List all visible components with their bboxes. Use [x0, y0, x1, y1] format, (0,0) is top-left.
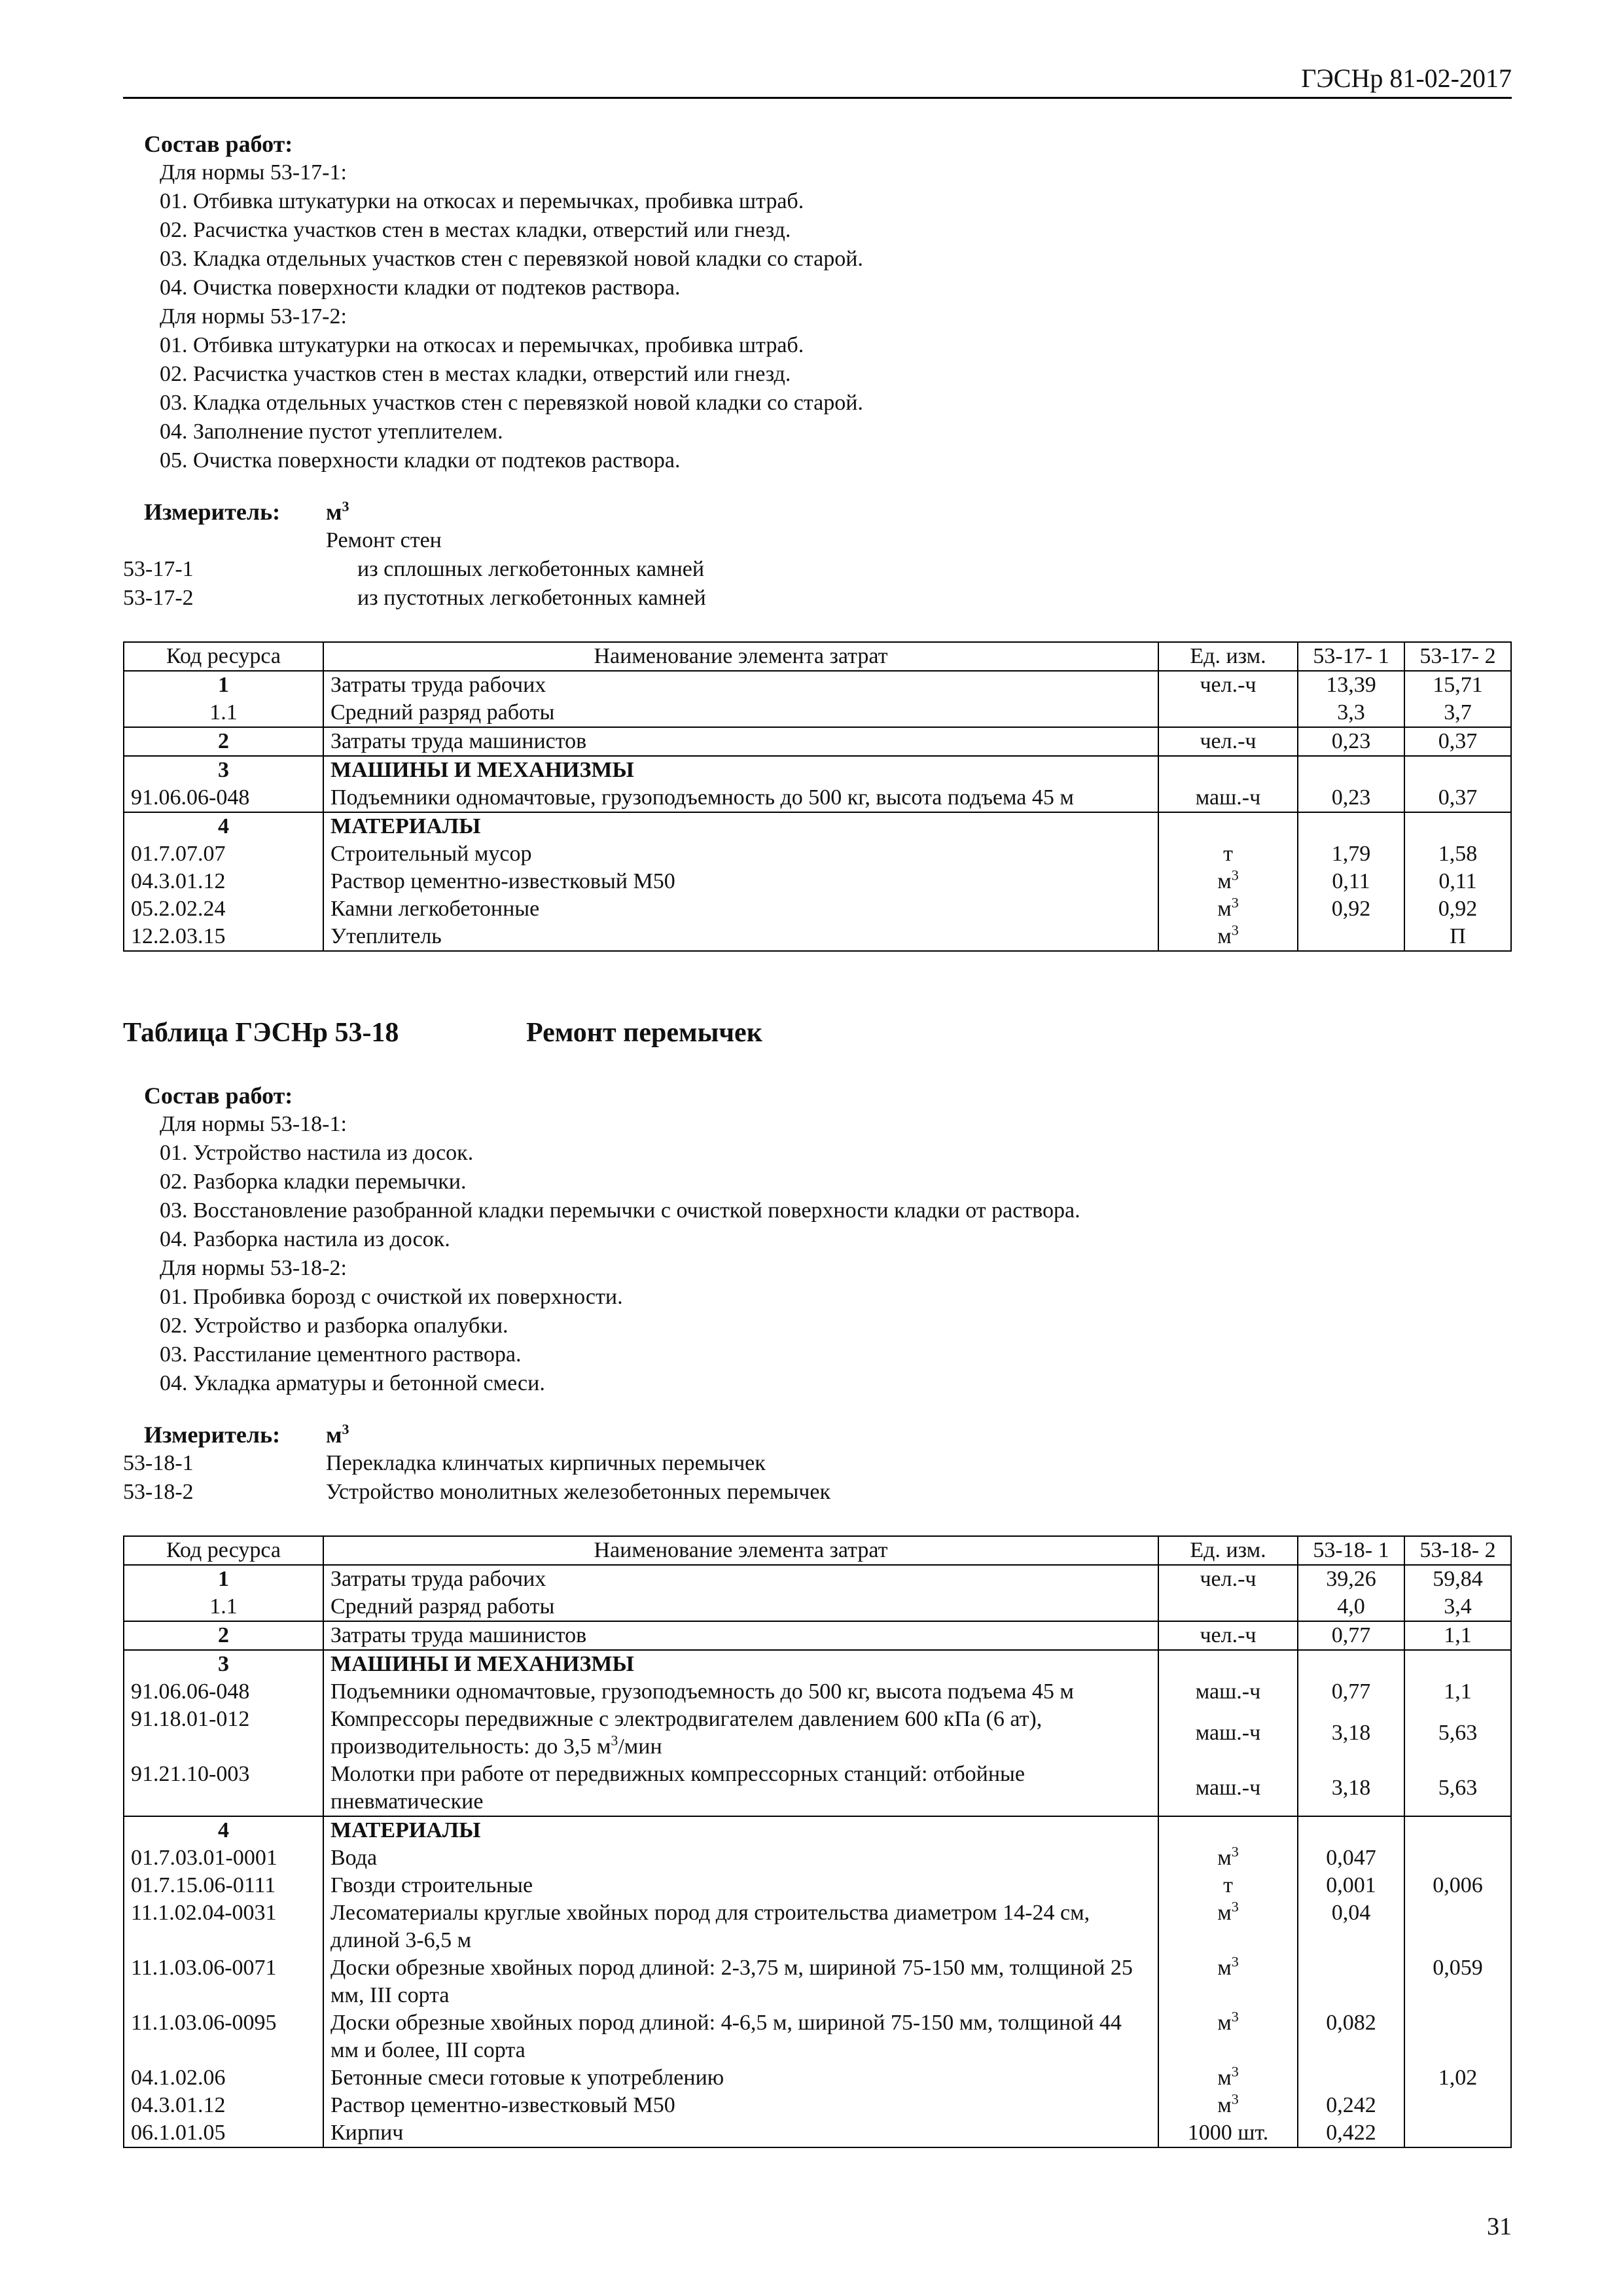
work-step: 03. Восстановление разобранной кладки перемычки с очисткой поверхности кладки от раствора. — [160, 1198, 1080, 1223]
value-norm-2: 0,11 — [1404, 868, 1511, 895]
resource-group-name: МАТЕРИАЛЫ — [323, 812, 1158, 840]
value-norm-2: 1,58 — [1404, 840, 1511, 868]
resource-unit — [1158, 1816, 1298, 1844]
resource-code: 11.1.03.06-0071 — [124, 1954, 323, 2009]
value-norm-1: 0,77 — [1298, 1678, 1404, 1706]
measure-unit: $м^3$ — [326, 1421, 349, 1448]
measure-group: Ремонт стен — [326, 528, 442, 552]
work-step: Для нормы 53-17-1: — [160, 160, 347, 185]
table-row — [124, 784, 1511, 812]
value-norm-2: 1,02 — [1404, 2064, 1511, 2092]
table-row — [124, 2119, 1511, 2147]
resource-code: 3 — [124, 756, 323, 784]
work-step: 01. Отбивка штукатурки на откосах и перемычках, пробивка штраб. — [160, 333, 804, 357]
table-row — [124, 671, 1511, 699]
resource-unit — [1158, 1593, 1298, 1621]
table-row — [124, 1593, 1511, 1621]
document-code-header: ГЭСНр 81-02-2017 — [1301, 63, 1512, 93]
column-header: 53-18- 2 — [1404, 1536, 1511, 1565]
table-row — [124, 756, 1511, 784]
value-norm-2: 3,7 — [1404, 699, 1511, 727]
resource-unit: $м^3$ — [1158, 1844, 1298, 1872]
work-composition-heading: Состав работ: — [144, 131, 293, 157]
table-row — [124, 812, 1511, 840]
resource-code: 3 — [124, 1650, 323, 1678]
norm-name: Перекладка клинчатых кирпичных перемычек — [326, 1451, 766, 1475]
resource-name: Затраты труда рабочих — [323, 671, 1158, 699]
table-row — [124, 1816, 1511, 1844]
value-norm-1 — [1298, 1650, 1404, 1678]
value-norm-2 — [1404, 2092, 1511, 2119]
work-step: 03. Расстилание цементного раствора. — [160, 1342, 522, 1367]
value-norm-1: 0,77 — [1298, 1621, 1404, 1650]
resource-unit — [1158, 756, 1298, 784]
value-norm-1: 0,92 — [1298, 895, 1404, 923]
work-step: 02. Расчистка участков стен в местах кладки, отверстий или гнезд. — [160, 218, 791, 242]
value-norm-2: П — [1404, 923, 1511, 951]
table-row — [124, 2064, 1511, 2092]
resource-code: 91.21.10-003 — [124, 1761, 323, 1816]
work-step: Для нормы 53-18-2: — [160, 1256, 347, 1280]
resource-code: 4 — [124, 812, 323, 840]
value-norm-1: 4,0 — [1298, 1593, 1404, 1621]
work-step: 03. Кладка отдельных участков стен с перевязкой новой кладки со старой. — [160, 247, 863, 271]
value-norm-1: 1,79 — [1298, 840, 1404, 868]
resource-name: Утеплитель — [323, 923, 1158, 951]
value-norm-1: 0,422 — [1298, 2119, 1404, 2147]
value-norm-2 — [1404, 2009, 1511, 2064]
value-norm-2: 0,37 — [1404, 727, 1511, 756]
table-row — [124, 1761, 1511, 1816]
value-norm-1: 3,18 — [1298, 1761, 1404, 1816]
resource-name: Молотки при работе от передвижных компрессорных станций: отбойные пневматические — [323, 1761, 1158, 1816]
resource-unit: т — [1158, 1872, 1298, 1899]
table-row — [124, 1678, 1511, 1706]
resource-unit: $м^3$ — [1158, 1954, 1298, 2009]
value-norm-2: 5,63 — [1404, 1761, 1511, 1816]
column-header: Наименование элемента затрат — [323, 1536, 1158, 1565]
resource-unit — [1158, 812, 1298, 840]
value-norm-1: 0,11 — [1298, 868, 1404, 895]
work-step: 04. Разборка настила из досок. — [160, 1227, 450, 1251]
value-norm-1: 39,26 — [1298, 1565, 1404, 1593]
table-row — [124, 727, 1511, 756]
value-norm-1: 0,04 — [1298, 1899, 1404, 1954]
table-row — [124, 1621, 1511, 1650]
value-norm-2: 5,63 — [1404, 1706, 1511, 1761]
work-step: Для нормы 53-17-2: — [160, 304, 347, 329]
norm-name: из пустотных легкобетонных камней — [357, 586, 706, 610]
resource-code: 01.7.15.06-0111 — [124, 1872, 323, 1899]
value-norm-2 — [1404, 1899, 1511, 1954]
resource-name: Вода — [323, 1844, 1158, 1872]
table-row — [124, 1844, 1511, 1872]
measure-block-53-18 — [123, 1420, 830, 1507]
resource-group-name: МАТЕРИАЛЫ — [323, 1816, 1158, 1844]
resource-name: Компрессоры передвижные с электродвигателем давлением 600 кПа (6 ат), производительность: до 3,5 $м^3$/мин — [323, 1706, 1158, 1761]
value-norm-2: 1,1 — [1404, 1621, 1511, 1650]
resource-unit: маш.-ч — [1158, 1706, 1298, 1761]
value-norm-1 — [1298, 923, 1404, 951]
value-norm-1 — [1298, 1954, 1404, 2009]
resource-code: 1.1 — [124, 699, 323, 727]
resource-name: Средний разряд работы — [323, 699, 1158, 727]
resource-name: Затраты труда рабочих — [323, 1565, 1158, 1593]
table-title-name: Ремонт перемычек — [526, 1018, 762, 1048]
resource-code: 04.3.01.12 — [124, 2092, 323, 2119]
resource-unit: $м^3$ — [1158, 2009, 1298, 2064]
resource-name: Кирпич — [323, 2119, 1158, 2147]
resource-name: Камни легкобетонные — [323, 895, 1158, 923]
value-norm-2 — [1404, 1650, 1511, 1678]
column-header: Ед. изм. — [1158, 1536, 1298, 1565]
column-header: 53-18- 1 — [1298, 1536, 1404, 1565]
norm-code: 53-18-1 — [123, 1451, 194, 1475]
resource-unit: $м^3$ — [1158, 1899, 1298, 1954]
resource-unit: $м^3$ — [1158, 895, 1298, 923]
table-header-row — [124, 642, 1511, 671]
page-number: 31 — [1487, 2213, 1512, 2240]
resource-unit — [1158, 699, 1298, 727]
value-norm-2 — [1404, 1816, 1511, 1844]
resource-name: Средний разряд работы — [323, 1593, 1158, 1621]
resource-unit: чел.-ч — [1158, 1565, 1298, 1593]
resource-name: Лесоматериалы круглые хвойных пород для строительства диаметром 14-24 см, длиной 3-6,5 м — [323, 1899, 1158, 1954]
resource-code: 2 — [124, 727, 323, 756]
table-row — [124, 1872, 1511, 1899]
resource-group-name: МАШИНЫ И МЕХАНИЗМЫ — [323, 1650, 1158, 1678]
work-step: 02. Расчистка участков стен в местах кладки, отверстий или гнезд. — [160, 362, 791, 386]
value-norm-2 — [1404, 2119, 1511, 2147]
table-row — [124, 1954, 1511, 2009]
header-rule — [123, 97, 1512, 99]
resource-unit: чел.-ч — [1158, 671, 1298, 699]
column-header: Наименование элемента затрат — [323, 642, 1158, 671]
resource-code: 01.7.07.07 — [124, 840, 323, 868]
resource-table-53-18 — [123, 1535, 1512, 2148]
resource-name: Раствор цементно-известковый М50 — [323, 2092, 1158, 2119]
value-norm-2: 0,92 — [1404, 895, 1511, 923]
measure-block-53-17 — [123, 497, 706, 613]
resource-name: Раствор цементно-известковый М50 — [323, 868, 1158, 895]
value-norm-2: 15,71 — [1404, 671, 1511, 699]
value-norm-2: 3,4 — [1404, 1593, 1511, 1621]
resource-unit: т — [1158, 840, 1298, 868]
value-norm-1: 3,18 — [1298, 1706, 1404, 1761]
work-step: Для нормы 53-18-1: — [160, 1112, 347, 1136]
resource-unit: $м^3$ — [1158, 2064, 1298, 2092]
measure-label: Измеритель: — [144, 499, 281, 525]
resource-unit: маш.-ч — [1158, 1678, 1298, 1706]
resource-code: 91.06.06-048 — [124, 784, 323, 812]
resource-code: 12.2.03.15 — [124, 923, 323, 951]
value-norm-1: 13,39 — [1298, 671, 1404, 699]
table-row — [124, 1650, 1511, 1678]
column-header: 53-17- 2 — [1404, 642, 1511, 671]
work-composition-heading: Состав работ: — [144, 1083, 293, 1109]
table-row — [124, 2009, 1511, 2064]
resource-unit: маш.-ч — [1158, 1761, 1298, 1816]
norm-code: 53-17-1 — [123, 557, 194, 581]
value-norm-2: 59,84 — [1404, 1565, 1511, 1593]
value-norm-1: 0,001 — [1298, 1872, 1404, 1899]
resource-code: 1 — [124, 1565, 323, 1593]
resource-unit: чел.-ч — [1158, 1621, 1298, 1650]
resource-code: 06.1.01.05 — [124, 2119, 323, 2147]
resource-code: 4 — [124, 1816, 323, 1844]
norm-name: из сплошных легкобетонных камней — [357, 557, 705, 581]
column-header: Ед. изм. — [1158, 642, 1298, 671]
resource-code: 91.06.06-048 — [124, 1678, 323, 1706]
resource-name: Доски обрезные хвойных пород длиной: 2-3,75 м, шириной 75-150 мм, толщиной 25 мм, III сорта — [323, 1954, 1158, 2009]
resource-code: 91.18.01-012 — [124, 1706, 323, 1761]
value-norm-2: 1,1 — [1404, 1678, 1511, 1706]
value-norm-1: 0,047 — [1298, 1844, 1404, 1872]
table-row — [124, 1706, 1511, 1761]
norm-code: 53-17-2 — [123, 586, 194, 610]
resource-unit: 1000 шт. — [1158, 2119, 1298, 2147]
value-norm-2: 0,006 — [1404, 1872, 1511, 1899]
resource-unit: чел.-ч — [1158, 727, 1298, 756]
resource-name: Затраты труда машинистов — [323, 1621, 1158, 1650]
resource-name: Доски обрезные хвойных пород длиной: 4-6,5 м, шириной 75-150 мм, толщиной 44 мм и более, III сорта — [323, 2009, 1158, 2064]
resource-code: 1 — [124, 671, 323, 699]
resource-code: 05.2.02.24 — [124, 895, 323, 923]
table-row — [124, 1899, 1511, 1954]
value-norm-1 — [1298, 1816, 1404, 1844]
work-step: 02. Разборка кладки перемычки. — [160, 1170, 467, 1194]
work-step: 02. Устройство и разборка опалубки. — [160, 1314, 508, 1338]
column-header: 53-17- 1 — [1298, 642, 1404, 671]
resource-code: 11.1.02.04-0031 — [124, 1899, 323, 1954]
value-norm-1: 0,082 — [1298, 2009, 1404, 2064]
measure-unit: $м^3$ — [326, 498, 349, 525]
value-norm-1: 3,3 — [1298, 699, 1404, 727]
resource-unit: $м^3$ — [1158, 2092, 1298, 2119]
resource-code: 01.7.03.01-0001 — [124, 1844, 323, 1872]
resource-name: Подъемники одномачтовые, грузоподъемность до 500 кг, высота подъема 45 м — [323, 1678, 1158, 1706]
value-norm-2 — [1404, 756, 1511, 784]
table-header-row — [124, 1536, 1511, 1565]
resource-name: Затраты труда машинистов — [323, 727, 1158, 756]
work-step: 01. Пробивка борозд с очисткой их поверхности. — [160, 1285, 623, 1309]
value-norm-1: 0,23 — [1298, 727, 1404, 756]
value-norm-1 — [1298, 812, 1404, 840]
resource-name: Строительный мусор — [323, 840, 1158, 868]
table-row — [124, 1565, 1511, 1593]
value-norm-2: 0,059 — [1404, 1954, 1511, 2009]
work-step: 01. Отбивка штукатурки на откосах и перемычках, пробивка штраб. — [160, 189, 804, 213]
table-title-label: Таблица ГЭСНр 53-18 — [123, 1018, 399, 1048]
work-composition-53-17 — [144, 130, 863, 475]
resource-name: Бетонные смеси готовые к употреблению — [323, 2064, 1158, 2092]
work-step: 03. Кладка отдельных участков стен с перевязкой новой кладки со старой. — [160, 391, 863, 415]
table-row — [124, 868, 1511, 895]
resource-code: 04.3.01.12 — [124, 868, 323, 895]
resource-unit: $м^3$ — [1158, 868, 1298, 895]
resource-name: Подъемники одномачтовые, грузоподъемность до 500 кг, высота подъема 45 м — [323, 784, 1158, 812]
column-header: Код ресурса — [124, 642, 323, 671]
value-norm-1 — [1298, 756, 1404, 784]
column-header: Код ресурса — [124, 1536, 323, 1565]
norm-name: Устройство монолитных железобетонных перемычек — [326, 1480, 831, 1504]
resource-unit — [1158, 1650, 1298, 1678]
work-step: 04. Заполнение пустот утеплителем. — [160, 420, 503, 444]
work-step: 05. Очистка поверхности кладки от подтеков раствора. — [160, 448, 681, 473]
value-norm-2 — [1404, 812, 1511, 840]
work-step: 01. Устройство настила из досок. — [160, 1141, 474, 1165]
norm-code: 53-18-2 — [123, 1480, 194, 1504]
resource-code: 04.1.02.06 — [124, 2064, 323, 2092]
value-norm-1: 0,23 — [1298, 784, 1404, 812]
table-row — [124, 699, 1511, 727]
resource-code: 1.1 — [124, 1593, 323, 1621]
resource-group-name: МАШИНЫ И МЕХАНИЗМЫ — [323, 756, 1158, 784]
value-norm-2 — [1404, 1844, 1511, 1872]
work-step: 04. Укладка арматуры и бетонной смеси. — [160, 1371, 545, 1395]
measure-label: Измеритель: — [144, 1422, 281, 1448]
value-norm-1: 0,242 — [1298, 2092, 1404, 2119]
resource-code: 2 — [124, 1621, 323, 1650]
resource-name: Гвозди строительные — [323, 1872, 1158, 1899]
table-row — [124, 923, 1511, 951]
resource-table-53-17 — [123, 641, 1512, 952]
table-row — [124, 840, 1511, 868]
value-norm-2: 0,37 — [1404, 784, 1511, 812]
work-step: 04. Очистка поверхности кладки от подтеков раствора. — [160, 276, 681, 300]
resource-unit: маш.-ч — [1158, 784, 1298, 812]
resource-unit: $м^3$ — [1158, 923, 1298, 951]
table-row — [124, 895, 1511, 923]
table-row — [124, 2092, 1511, 2119]
resource-code: 11.1.03.06-0095 — [124, 2009, 323, 2064]
work-composition-53-18 — [144, 1081, 1080, 1398]
value-norm-1 — [1298, 2064, 1404, 2092]
